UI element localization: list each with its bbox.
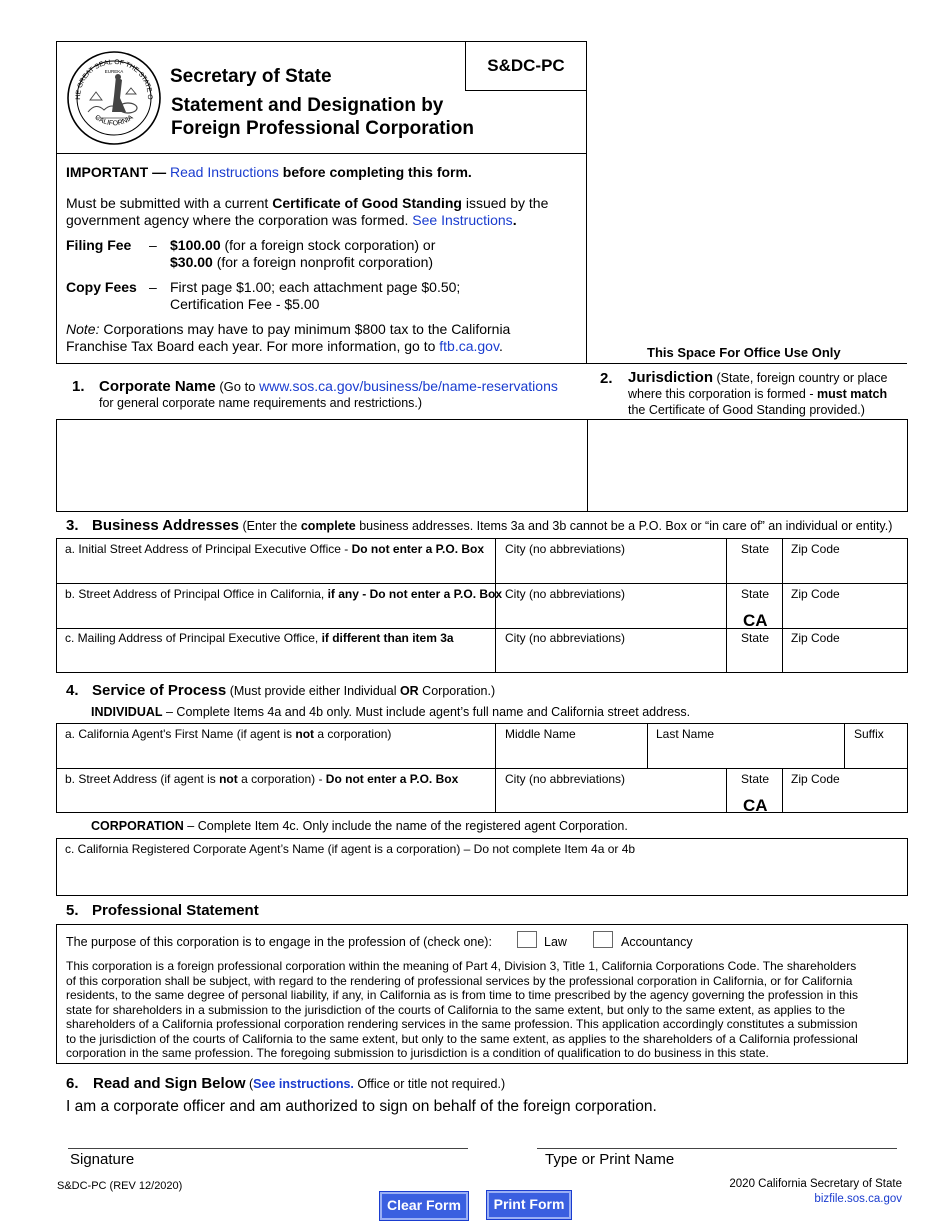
agent-state-value: CA — [743, 796, 768, 815]
col-divider — [495, 723, 496, 813]
important-note: IMPORTANT — Read Instructions before completing this form. — [66, 164, 472, 180]
section1-number: 1. — [72, 378, 85, 395]
clear-form-button[interactable]: Clear Form — [380, 1192, 468, 1220]
print-name-line[interactable] — [537, 1148, 897, 1149]
section2-number: 2. — [600, 370, 613, 387]
section4-number: 4. — [66, 682, 79, 699]
signature-line[interactable] — [68, 1148, 468, 1149]
individual-instructions: INDIVIDUAL – Complete Items 4a and 4b only. Must include agent’s full name and California street address. — [91, 705, 691, 719]
col-divider — [495, 538, 496, 673]
form-title-line1: Statement and Designation by — [171, 95, 444, 116]
agent-street-label: b. Street Address (if agent is not a corporation) - Do not enter a P.O. Box — [65, 772, 459, 786]
city-3c-label: City (no abbreviations) — [505, 631, 626, 645]
form-code: S&DC-PC — [487, 56, 565, 75]
tax-note: Note: Corporations may have to pay minimum $800 tax to the California Franchise Tax Board each year. For more information, go to ftb.ca.gov. — [66, 321, 511, 354]
address-3c-label: c. Mailing Address of Principal Executive Office, if different than item 3a — [65, 631, 454, 645]
seal-motto: EUREKA — [104, 69, 124, 74]
filing-fee-text: $100.00 (for a foreign stock corporation) or $30.00 (for a foreign nonprofit corporation) — [170, 237, 436, 270]
col-divider — [782, 538, 783, 673]
section5-title: Professional Statement — [92, 902, 259, 919]
city-3a-label: City (no abbreviations) — [505, 542, 626, 556]
section1-hint: for general corporate name requirements and restrictions.) — [99, 396, 423, 410]
col-divider — [782, 768, 783, 813]
signature-label: Signature — [70, 1151, 135, 1168]
accountancy-checkbox[interactable] — [593, 931, 613, 948]
sign-instructions-link[interactable]: See instructions. — [253, 1077, 354, 1091]
section6-heading: Read and Sign Below (See instructions. Office or title not required.) — [93, 1075, 506, 1092]
section2-heading: Jurisdiction (State, foreign country or place where this corporation is formed - must match the Certificate of Good Standing provided.) — [628, 369, 888, 417]
header-divider — [56, 153, 587, 154]
address-3b-label: b. Street Address of Principal Office in California, if any - Do not enter a P.O. Box — [65, 587, 503, 601]
state-3b-label: State — [741, 587, 770, 601]
profession-purpose: The purpose of this corporation is to engage in the profession of (check one): — [66, 935, 492, 949]
copy-fees-label: Copy Fees — [66, 279, 137, 295]
copy-fees-text: First page $1.00; each attachment page $0.50; Certification Fee - $5.00 — [170, 279, 461, 312]
bizfile-link[interactable]: bizfile.sos.ca.gov — [814, 1193, 902, 1205]
form-title-line2: Foreign Professional Corporation — [171, 118, 474, 139]
state-3c-label: State — [741, 631, 770, 645]
state-3b-value: CA — [743, 611, 768, 630]
law-checkbox[interactable] — [517, 931, 537, 948]
suffix-label: Suffix — [854, 727, 884, 741]
see-instructions-link[interactable]: See Instructions — [412, 212, 513, 228]
ftb-link[interactable]: ftb.ca.gov — [439, 338, 499, 354]
last-name-label: Last Name — [656, 727, 715, 741]
zip-3a-label: Zip Code — [791, 542, 840, 556]
officer-statement: I am a corporate officer and am authorized to sign on behalf of the foreign corporation. — [66, 1098, 657, 1115]
corporate-agent-label: c. California Registered Corporate Agent’s Name (if agent is a corporation) – Do not complete Item 4a or 4b — [65, 842, 636, 856]
col-divider — [726, 768, 727, 813]
seal-text-bottom: CALIFORNIA — [93, 114, 135, 128]
corporate-name-field[interactable] — [56, 419, 588, 512]
copy-fees-dash: – — [149, 279, 157, 295]
office-use-line — [587, 363, 907, 364]
zip-3c-label: Zip Code — [791, 631, 840, 645]
zip-3b-label: Zip Code — [791, 587, 840, 601]
middle-name-label: Middle Name — [505, 727, 576, 741]
good-standing-note: Must be submitted with a current Certificate of Good Standing issued by the government agency where the corporation was formed. See Instructions. — [66, 195, 549, 228]
form-revision: S&DC-PC (REV 12/2020) — [57, 1180, 183, 1192]
section3-heading: Business Addresses (Enter the complete business addresses. Items 3a and 3b cannot be a P.O. Box or “in care of” an individual or entity.) — [92, 517, 893, 534]
col-divider — [647, 723, 648, 768]
state-seal — [66, 50, 162, 146]
col-divider — [844, 723, 845, 768]
corporation-instructions: CORPORATION – Complete Item 4c. Only include the name of the registered agent Corporation. — [91, 819, 628, 833]
address-3a-label: a. Initial Street Address of Principal Executive Office - Do not enter a P.O. Box — [65, 542, 485, 556]
col-divider — [726, 538, 727, 673]
name-reservations-link[interactable]: www.sos.ca.gov/business/be/name-reservations — [259, 378, 558, 394]
filing-fee-label: Filing Fee — [66, 237, 132, 253]
office-use-label: This Space For Office Use Only — [647, 345, 841, 360]
jurisdiction-field[interactable] — [587, 419, 908, 512]
state-3a-label: State — [741, 542, 770, 556]
section6-number: 6. — [66, 1075, 79, 1092]
accountancy-label: Accountancy — [621, 935, 693, 949]
seal-text-top: HE GREAT SEAL OF THE STATE O — [74, 58, 154, 100]
read-instructions-link[interactable]: Read Instructions — [169, 164, 279, 180]
section3-number: 3. — [66, 517, 79, 534]
agent-state-label: State — [741, 772, 770, 786]
agent-first-name-label: a. California Agent's First Name (if agent is not a corporation) — [65, 727, 392, 741]
law-label: Law — [544, 935, 567, 949]
copyright: 2020 California Secretary of State — [729, 1178, 902, 1190]
section1-heading: Corporate Name (Go to www.sos.ca.gov/business/be/name-reservations — [99, 378, 558, 395]
filing-fee-dash: – — [149, 237, 157, 253]
city-3b-label: City (no abbreviations) — [505, 587, 626, 601]
section4-heading: Service of Process (Must provide either Individual OR Corporation.) — [92, 682, 496, 699]
section5-number: 5. — [66, 902, 79, 919]
agency-name: Secretary of State — [170, 66, 332, 87]
agent-zip-label: Zip Code — [791, 772, 840, 786]
agent-city-label: City (no abbreviations) — [505, 772, 626, 786]
professional-statement-text: This corporation is a foreign professional corporation within the meaning of Part 4, Division 3, Title 1, California Corporations Code. The shareholders of this corporation shall be subject, with regard to the rendering of professional services by the professional corporation in California, or for California residents, to the same degree of personal liability, if any, in California as is from time to time prescribed by the agency governing the profession in this state for shareholders in a submission to the jurisdiction of the courts of California to the same extent, but only to the same extent, as applies to the shareholders of a California professional corporation rendering services in the same profession. This application accordingly constitutes a submission to the jurisdiction of the courts of California to the same extent, but only to the same extent, as applies to the shareholders of a California professional corporation in the same profession. The foregoing submission to jurisdiction is a condition of qualification to do business in this state. — [66, 959, 858, 1060]
print-name-label: Type or Print Name — [545, 1151, 675, 1168]
print-form-button[interactable]: Print Form — [487, 1191, 571, 1219]
